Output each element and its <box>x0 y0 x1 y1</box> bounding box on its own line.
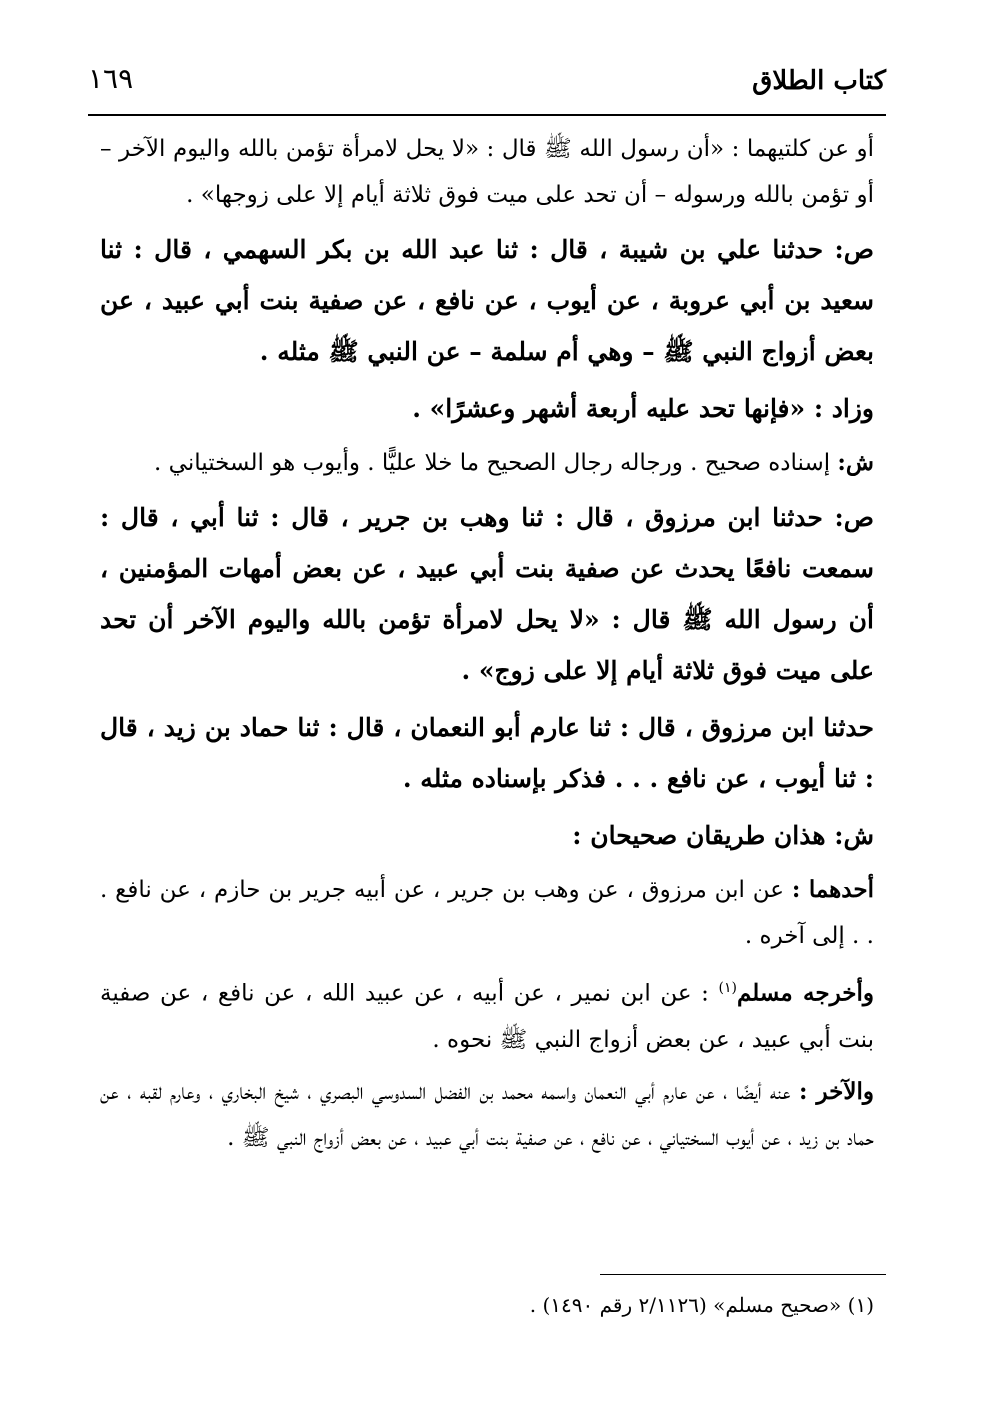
paragraph-10 <box>100 1069 874 1161</box>
paragraph-lead: والآخر : <box>798 1077 874 1105</box>
paragraph-text: عنه أيضًا ، عن عارم أبي النعمان واسمه محمد بن الفضل السدوسي البصري ، شيخ البخاري ، وعارم لقبه ، عن حماد بن زيد ، عن أيوب السختياني ، عن نافع ، عن صفية بنت أبي عبيد ، عن بعض أزواج النبي ﷺ . <box>100 1078 874 1151</box>
paragraph-8 <box>100 867 874 959</box>
paragraph-text: : عن ابن نمير ، عن أبيه ، عن عبيد الله ، عن نافع ، عن صفية بنت أبي عبيد ، عن بعض أزواج النبي ﷺ نحوه . <box>100 980 874 1053</box>
book-title: كتاب الطلاق <box>752 66 886 96</box>
footnote: (١) «صحيح مسلم» (٢/١١٢٦ رقم ١٤٩٠) . <box>529 1293 874 1317</box>
paragraph-text: هذان طريقان صحيحان : <box>572 821 835 850</box>
paragraph-5-sad <box>100 492 874 696</box>
paragraph-3 <box>100 383 874 434</box>
paragraph-lead: ش: <box>837 449 874 476</box>
paragraph-lead: ص: <box>834 235 874 264</box>
paragraph-text: حدثنا علي بن شيبة ، قال : ثنا عبد الله بن بكر السهمي ، قال : ثنا سعيد بن أبي عروبة ، عن أيوب ، عن نافع ، عن صفية بنت أبي عبيد ، عن بعض أزواج النبي ﷺ – وهي أم سلمة – عن النبي ﷺ مثله . <box>100 235 874 366</box>
paragraph-lead: وأخرجه مسلم <box>736 979 874 1007</box>
paragraph-text: إسناده صحيح . ورجاله رجال الصحيح ما خلا عليًّا . وأيوب هو السختياني . <box>154 450 838 476</box>
paragraph-lead: ص: <box>834 503 874 532</box>
paragraph-text: حدثنا ابن مرزوق ، قال : ثنا عارم أبو النعمان ، قال : ثنا حماد بن زيد ، قال : ثنا أيوب ، عن نافع . . . فذكر بإسناده مثله . <box>100 713 874 793</box>
paragraph-text: حدثنا ابن مرزوق ، قال : ثنا وهب بن جرير ، قال : ثنا أبي ، قال : سمعت نافعًا يحدث عن صفية بنت أبي عبيد ، عن بعض أمهات المؤمنين ، أن رسول الله ﷺ قال : «لا يحل لامرأة تؤمن بالله واليوم الآخر أن تحد على ميت فوق ثلاثة أيام إلا على زوج» . <box>100 503 874 685</box>
paragraph-text: عن ابن مرزوق ، عن وهب بن جرير ، عن أبيه جرير بن حازم ، عن نافع . . . إلى آخره . <box>100 877 874 949</box>
paragraph-6 <box>100 702 874 804</box>
paragraph-1 <box>100 126 874 218</box>
page-header <box>88 58 886 114</box>
page-number: ١٦٩ <box>88 62 134 95</box>
paragraph-9 <box>100 965 874 1063</box>
footnote-rule <box>600 1274 886 1275</box>
header-rule <box>88 114 886 116</box>
paragraph-lead: أحدهما : <box>791 876 874 903</box>
paragraph-lead: ش: <box>834 821 874 850</box>
paragraph-text: أو عن كلتيهما : «أن رسول الله ﷺ قال : «لا يحل لامرأة تؤمن بالله واليوم الآخر – أو تؤمن بالله ورسوله – أن تحد على ميت فوق ثلاثة أيام إلا على زوجها» . <box>100 136 874 208</box>
paragraph-4-shin <box>100 440 874 486</box>
footnote-ref[interactable]: (١) <box>718 980 737 996</box>
paragraph-2-sad <box>100 224 874 377</box>
paragraph-7-shin <box>100 810 874 861</box>
page-body <box>100 126 874 1167</box>
paragraph-text: وزاد : «فإنها تحد عليه أربعة أشهر وعشرًا» . <box>412 394 874 423</box>
